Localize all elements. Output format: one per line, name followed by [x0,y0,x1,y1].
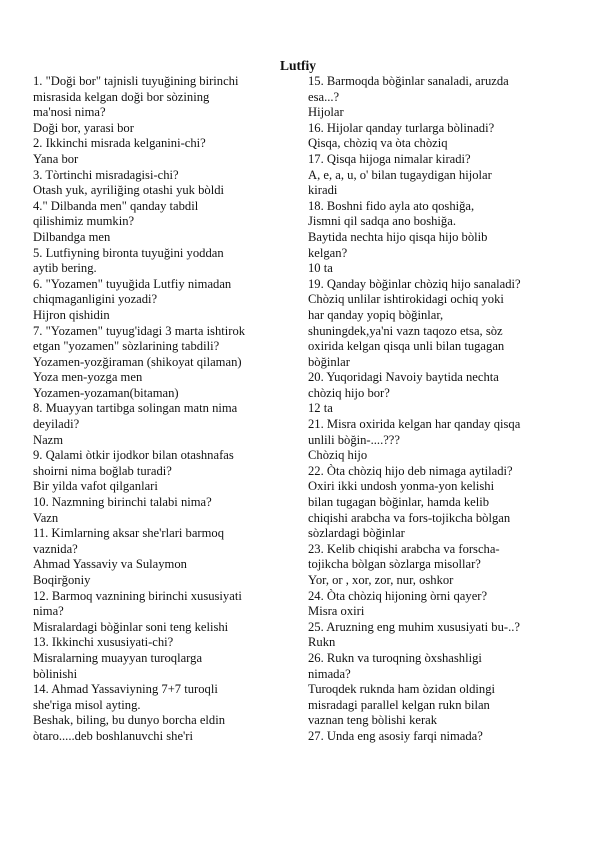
page-title: Lutfiy [279,58,316,73]
left-column [33,74,288,745]
text-line: 13. Ikkinchi xususiyati-chi? [33,635,174,650]
text-line: Otash yuk, ayriliğing otashi yuk bòldi [33,183,224,198]
text-line: Oxiri ikki undosh yonma-yon kelishi [308,479,495,494]
text-line: 3. Tòrtinchi misradagisi-chi? [33,167,179,182]
text-line: 15. Barmoqda bòğinlar sanaladi, aruzda [308,74,509,88]
text-line: 19. Qanday bòğinlar chòziq hijo sanaladi? [308,276,521,291]
text-line: 17. Qisqa hijoga nimalar kiradi? [308,151,471,166]
text-line: 24. Òta chòziq hijoning òrni qayer? [308,588,488,603]
text-line: chiqishi arabcha va fors-tojikcha bòlgan [308,510,511,525]
text-line: ma'nosi nima? [33,105,106,120]
text-line: 6. "Yozamen" tuyuğida Lutfiy nimadan [33,276,232,291]
text-line: she'riga misol ayting. [33,697,141,712]
text-line: Yana bor [33,151,79,166]
text-line: Chòziq hijo [308,448,368,463]
text-line: Hijolar [308,105,344,120]
text-line: bilan tugagan bòğinlar, hamda kelib [308,495,490,510]
text-line: Nazm [33,432,64,447]
text-line: 23. Kelib chiqishi arabcha va forscha- [308,541,500,556]
text-line: chòziq hijo bor? [308,385,390,400]
text-line: tojikcha bòlgan sòzlarga misollar? [308,557,481,572]
text-line: 1. "Doği bor" tajnisli tuyuğining birinchi [33,74,239,88]
text-line: aytib bering. [33,261,97,276]
text-line: unlili bòğin-....??? [308,432,400,447]
text-line: shuningdek,ya'ni vazn taqozo etsa, sòz [308,323,503,338]
text-line: Vazn [33,510,59,525]
text-line: Qisqa, chòziq va òta chòziq [308,136,448,151]
text-line: sòzlardagi bòğinlar [308,526,405,541]
text-line: bòlinishi [33,666,78,681]
text-line: Chòziq unlilar ishtirokidagi ochiq yoki [308,292,504,307]
text-line: 4." Dilbanda men" qanday tabdil [33,198,199,213]
text-line: Yozamen-yozğiraman (shikoyat qilaman) [33,354,242,369]
text-line: misradagi parallel kelgan rukn bilan [308,697,490,712]
text-line: Doği bor, yarasi bor [33,120,134,135]
text-line: Boqirğoniy [33,573,91,587]
text-line: Misralardagi bòğinlar soni teng kelishi [33,619,229,634]
text-line: 5. Lutfiyning bironta tuyuğini yoddan [33,245,224,260]
text-line: 7. "Yozamen" tuyug'idagi 3 marta ishtirok [33,323,246,338]
text-line: 11. Kimlarning aksar she'rlari barmoq [33,526,225,541]
text-line: 14. Ahmad Yassaviyning 7+7 turoqli [33,682,218,697]
text-line: nimada? [308,666,351,681]
text-line: 2. Ikkinchi misrada kelganini-chi? [33,136,206,151]
text-line: misrasida kelgan doği bor sòzining [33,89,210,104]
text-line: bòğinlar [308,354,350,369]
text-line: 27. Unda eng asosiy farqi nimada? [308,728,483,743]
text-line: 12. Barmoq vaznining birinchi xususiyati [33,588,242,603]
text-line: etgan "yozamen" sòzlarining tabdili? [33,339,220,354]
text-line: Ahmad Yassaviy va Sulaymon [33,557,187,572]
text-line: Jismni qil sadqa ano boshiğa. [308,214,456,229]
text-line: 10 ta [308,261,333,276]
text-line: 9. Qalami òtkir ijodkor bilan otashnafas [33,448,234,463]
text-line: Dilbandga men [33,229,111,244]
text-line: 16. Hijolar qanday turlarga bòlinadi? [308,120,495,135]
text-line: 26. Rukn va turoqning òxshashligi [308,650,482,665]
text-line: Yozamen-yozaman(bitaman) [33,385,179,400]
text-line: 10. Nazmning birinchi talabi nima? [33,495,212,510]
text-line: shoirni nima boğlab turadi? [33,463,172,478]
text-line: vaznida? [33,541,78,556]
text-line: Yor, or , xor, zor, nur, oshkor [308,573,454,587]
text-line: nima? [33,604,64,619]
text-line: 25. Aruzning eng muhim xususiyati bu-..? [308,619,520,634]
text-line: òtaro.....deb boshlanuvchi she'ri [33,728,194,743]
text-line: Turoqdek ruknda ham òzidan oldingi [308,682,496,697]
text-line: Misra oxiri [308,604,365,619]
right-column [308,74,566,745]
text-line: Yoza men-yozga men [33,370,143,385]
text-line: 18. Boshni fido ayla ato qoshiğa, [308,198,475,213]
text-line: qilishimiz mumkin? [33,214,135,229]
text-line: kelgan? [308,245,348,260]
text-line: har qanday yopiq bòğinlar, [308,307,444,322]
text-line: Baytida nechta hijo qisqa hijo bòlib [308,229,488,244]
text-line: deyiladi? [33,417,80,432]
text-line: Bir yilda vafot qilganlari [33,479,158,494]
text-line: vaznan teng bòlishi kerak [308,713,438,728]
text-line: oxirida kelgan qisqa unli bilan tugagan [308,339,505,354]
text-line: A, e, a, u, o' bilan tugaydigan hijolar [308,167,492,182]
text-line: 21. Misra oxirida kelgan har qanday qisqa [308,417,521,432]
text-line: chiqmaganligini yozadi? [33,292,158,307]
text-line: 22. Òta chòziq hijo deb nimaga aytiladi? [308,463,513,478]
text-line: kiradi [308,183,338,198]
text-line: esa...? [308,89,340,104]
text-line: 8. Muayyan tartibga solingan matn nima [33,401,238,416]
text-line: Misralarning muayyan turoqlarga [33,650,203,665]
text-line: Beshak, biling, bu dunyo borcha eldin [33,713,226,728]
text-line: 20. Yuqoridagi Navoiy baytida nechta [308,370,499,385]
text-line: Rukn [308,635,336,650]
text-line: 12 ta [308,401,333,416]
text-line: Hijron qishidin [33,307,110,322]
